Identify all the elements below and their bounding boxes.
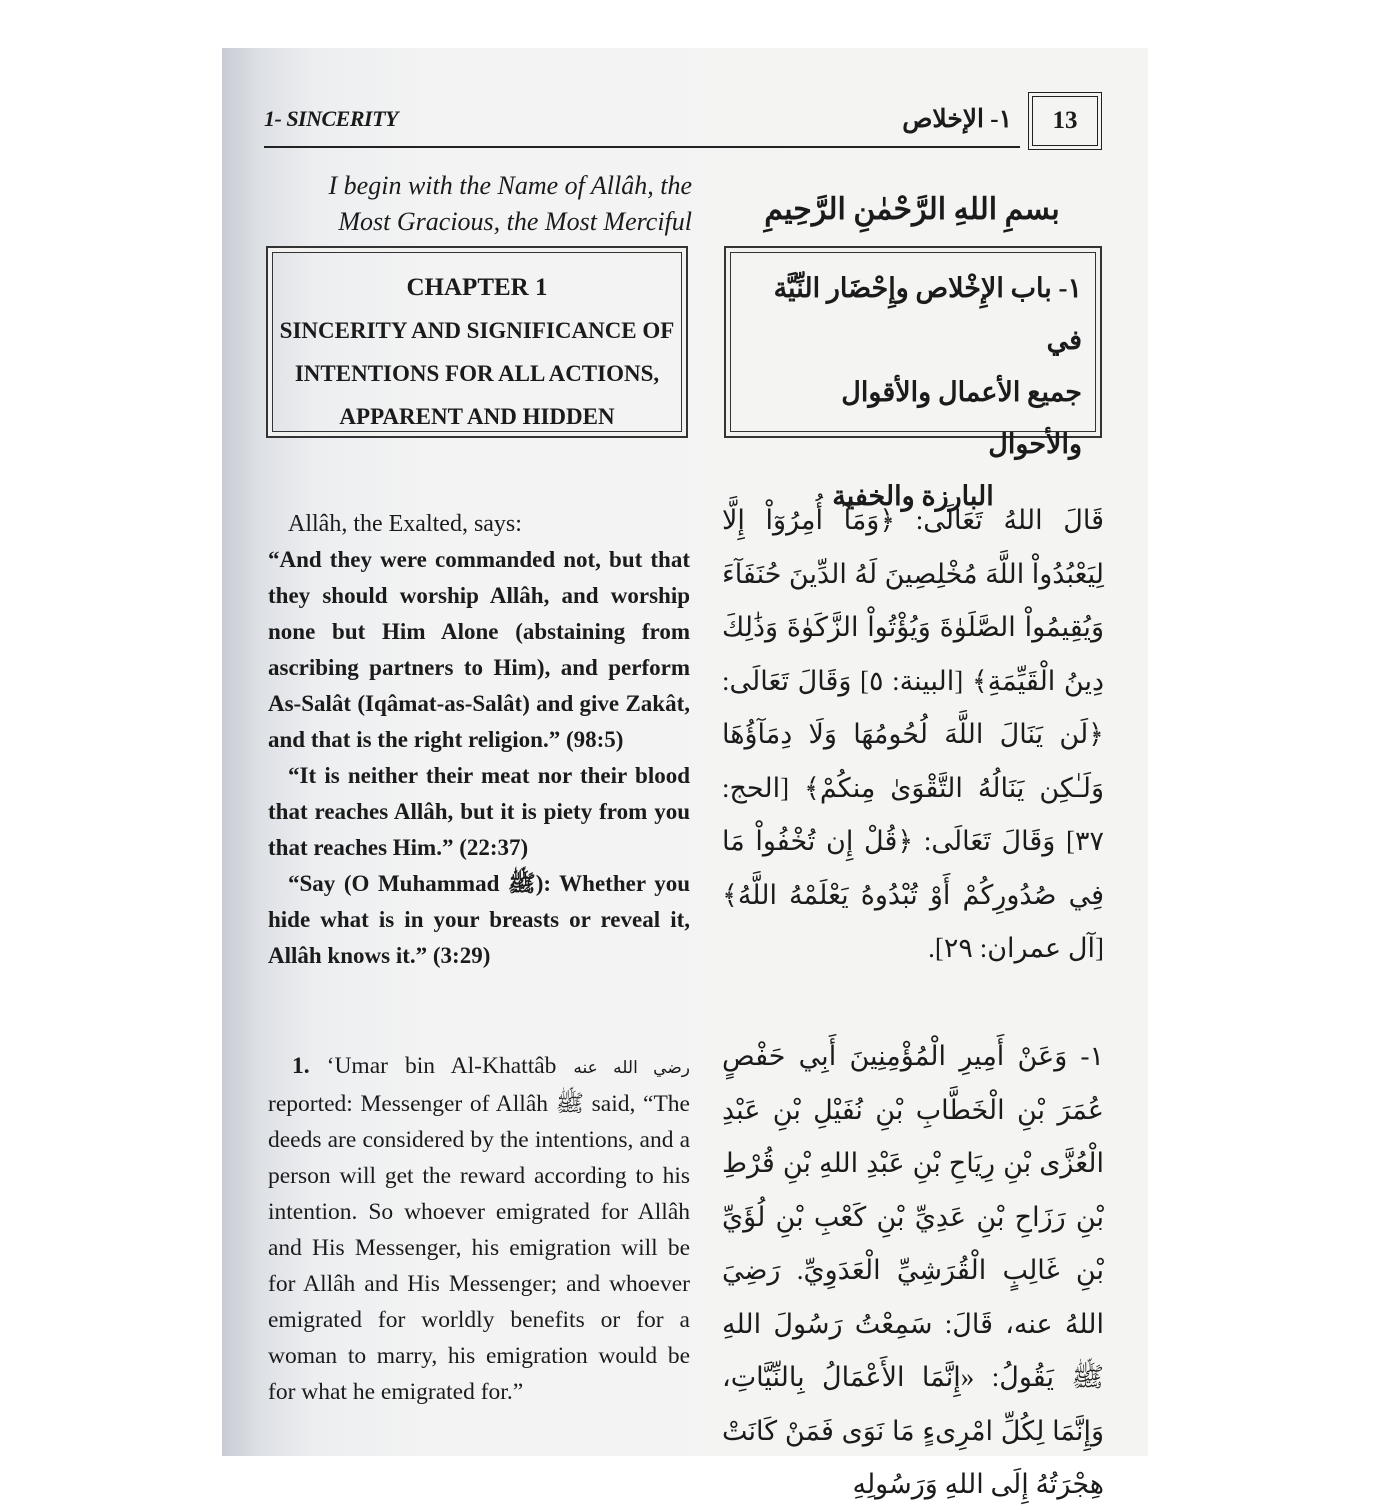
running-header-english: 1- SINCERITY: [264, 106, 398, 131]
book-page: [222, 48, 1148, 1499]
basmala-english-line2: Most Gracious, the Most Merciful: [338, 207, 692, 236]
chapter-label: CHAPTER 1: [406, 274, 548, 301]
hadith-english: [268, 1048, 690, 1410]
chapter-ar-line2: جميع الأعمال والأقوال والأحوال: [841, 377, 1082, 459]
page-number-box: 13: [1032, 96, 1098, 146]
hadith-inline-arabic: رضي الله عنه: [573, 1058, 690, 1077]
hadith-arabic-text: ١- وَعَنْ أَمِيرِ الْمُؤْمِنِينَ أَبِي حَفْصٍ عُمَرَ بْنِ الْخَطَّابِ بْنِ نُفَيْلِ بْنِ عَبْدِ الْعُزَّى بْنِ رِيَاحِ بْنِ عَبْدِ اللهِ بْنِ قُرْطِ بْنِ رَزَاحِ بْنِ عَدِيِّ بْنِ كَعْبِ بْنِ لُؤَيِّ بْنِ غَالِبٍ الْقُرَشِيِّ الْعَدَوِيِّ. رَضِيَ اللهُ عنه، قَالَ: سَمِعْتُ رَسُولَ اللهِ ﷺ يَقُولُ: «إِنَّمَا الأَعْمَالُ بِالنِّيَّاتِ، وَإِنَّمَا لِكُلِّ امْرِىءٍ مَا نَوَى فَمَنْ كَانَتْ هِجْرَتُهُ إِلَى اللهِ وَرَسُولِهِ: [722, 1041, 1104, 1499]
intro-text: Allâh, the Exalted, says:: [288, 511, 522, 537]
quote-22-37: “It is neither their meat nor their blood that reaches Allâh, but it is piety from you that reaches Him.” (22:37): [268, 763, 690, 860]
quran-quotes-english: [268, 542, 690, 974]
chapter-title-box-english: [266, 246, 688, 438]
quote-3-29: “Say (O Muhammad ﷺ): Whether you hide what is in your breasts or reveal it, Allâh knows it.” (3:29): [268, 871, 690, 968]
quote-98-5: “And they were commanded not, but that they should worship Allâh, and worship none but Him Alone (abstaining from ascribing partners to Him), and perform As-Salât (Iqâmat-as-Salât) and give Zakât, and that is the right religion.” (98:5): [268, 547, 690, 752]
chapter-title-line2: INTENTIONS FOR ALL ACTIONS,: [294, 361, 660, 386]
basmala-arabic: بسمِ اللهِ الرَّحْمٰنِ الرَّحِيمِ: [764, 193, 1060, 226]
hadith-narrator: ‘Umar bin Al-Khattâb: [326, 1053, 557, 1079]
header-rule: [264, 146, 1020, 148]
quran-verses-arabic: [722, 494, 1104, 976]
hadith-number: 1.: [292, 1053, 310, 1079]
basmala-english: [262, 168, 692, 240]
arabic-verses-text: قَالَ اللهُ تَعَالَى: ﴿وَمَآ أُمِرُوٓاْ إِلَّا لِيَعْبُدُواْ اللَّهَ مُخْلِصِينَ لَهُ الدِّينَ حُنَفَآءَ وَيُقِيمُواْ الصَّلَوٰةَ وَيُؤْتُواْ الزَّكَوٰةَ وَذَٰلِكَ دِينُ الْقَيِّمَةِ﴾ [البينة: ٥] وَقَالَ تَعَالَى: ﴿لَن يَنَالَ اللَّهَ لُحُومُهَا وَلَا دِمَآؤُهَا وَلَـٰكِن يَنَالُهُ التَّقْوَىٰ مِنكُمْ﴾ [الحج: ٣٧] وَقَالَ تَعَالَى: ﴿قُلْ إِن تُخْفُواْ مَا فِي صُدُورِكُمْ أَوْ تُبْدُوهُ يَعْلَمْهُ اللَّهُ﴾ [آل عمران: ٢٩].: [722, 505, 1105, 963]
chapter-title-line1: SINCERITY AND SIGNIFICANCE OF: [279, 318, 675, 343]
chapter-title-line3: APPARENT AND HIDDEN: [339, 404, 615, 429]
chapter-ar-line3: البارزة والخفية: [832, 481, 994, 511]
hadith-text: reported: Messenger of Allâh ﷺ said, “The deeds are considered by the intentions, and a person will get the reward according to his intention. So whoever emigrated for Allâh and His Messenger, his emigration will be for Allâh and His Messenger; and whoever emigrated for worldly benefits or for a woman to marry, his emigration would be for what he emigrated for.”: [268, 1091, 690, 1405]
running-header-arabic: ١- الإخلاص: [902, 106, 1012, 133]
hadith-arabic: [722, 1030, 1104, 1512]
chapter-ar-line1: ١- باب الإِخْلاص وإِحْضَار النِّيَّة في: [773, 273, 1082, 355]
basmala-english-line1: I begin with the Name of Allâh, the: [328, 171, 692, 200]
chapter-title-box-arabic: [724, 246, 1102, 511]
